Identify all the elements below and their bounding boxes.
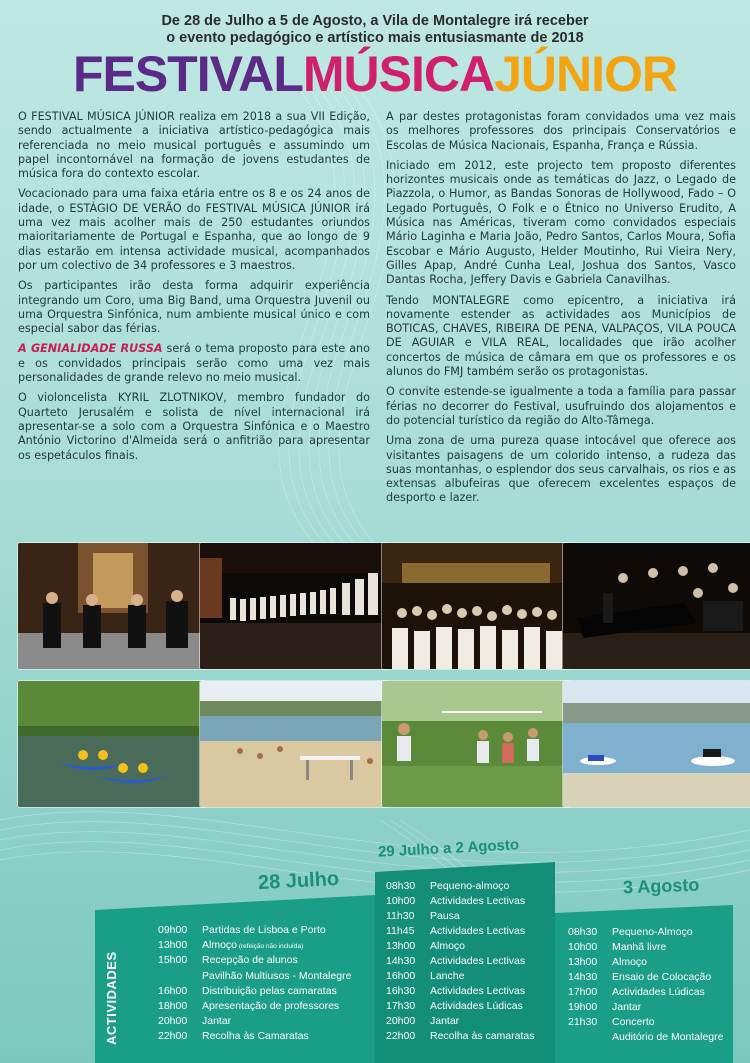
tagline-line-2: o evento pedagógico e artístico mais entusiasmante de 2018 [166, 30, 584, 46]
schedule-time: 19h00 [568, 1001, 598, 1013]
schedule-time: 17h30 [386, 1000, 416, 1012]
activities-side-label: ACTIVIDADES [104, 951, 119, 1045]
schedule-row [386, 1030, 534, 1042]
schedule-row [568, 986, 705, 998]
schedule-activity: Actividades Lectivas [430, 895, 526, 907]
title-junior: JÚNIOR [494, 46, 678, 102]
theme-highlight: A GENIALIDADE RUSSA [18, 342, 163, 356]
schedule-activity: Recolha às Camaratas [202, 1030, 309, 1043]
schedule-activity: Ensaio de Colocação [612, 971, 712, 983]
schedule-time: 16h00 [158, 984, 188, 997]
schedule-time: 13h00 [158, 939, 188, 952]
schedule-activity: Almoço [430, 940, 466, 952]
schedule-activity: Manhã livre [612, 941, 667, 953]
schedule-time: 08h30 [568, 926, 598, 938]
schedule-activity: Actividades Lectivas [430, 985, 526, 997]
schedule-row [158, 1000, 339, 1012]
schedule-activity: Partidas de Lisboa e Porto [202, 924, 326, 936]
schedule-activity: Recolha às camaratas [430, 1030, 535, 1042]
schedule-activity: Pequeno-Almoço [612, 926, 693, 938]
schedule-activity: Jantar [612, 1001, 642, 1013]
schedule-time: 09h00 [158, 924, 188, 936]
schedule-time: 16h30 [386, 985, 416, 997]
schedule-time: 08h30 [386, 880, 416, 892]
schedule-time: 13h00 [386, 940, 416, 952]
schedule-row [568, 1001, 641, 1013]
schedule-time: 11h30 [386, 910, 415, 922]
schedule-activity: Pequeno-almoço [430, 880, 510, 892]
schedule-activity: Recepção de alunos [202, 954, 298, 967]
schedule-activity: Distribuição pelas camaratas [202, 984, 337, 997]
schedule-row [158, 1015, 231, 1027]
theme-text: será o tema proposto para este ano e os convidados principais serão como uma vez mais personalidades de grande relevo no meio musical. [18, 342, 370, 385]
schedule-time: 22h00 [386, 1030, 416, 1042]
schedule-activity: Actividades Lectivas [430, 955, 526, 967]
schedule-row [158, 970, 351, 982]
schedule-time: 22h00 [158, 1030, 188, 1043]
schedule-row [158, 924, 326, 936]
schedule-row [386, 985, 525, 997]
schedule-time: 13h00 [568, 956, 598, 968]
schedule-row [158, 954, 298, 966]
day3-title: 3 Agosto [622, 874, 700, 898]
schedule-activity: Pausa [430, 910, 460, 922]
schedule-activity: Auditório de Montalegre [612, 1031, 724, 1043]
schedule-row [568, 926, 693, 938]
schedule-row [386, 880, 509, 892]
schedule-row [386, 1015, 459, 1027]
schedule-time: 15h00 [158, 954, 188, 967]
schedule-row [568, 941, 666, 953]
left-paragraph-1: O FESTIVAL MÚSICA JÚNIOR realiza em 2018 a sua VII Edição, sendo actualmente a iniciativa artístico-pedagógica mais referenciada no meio musical português e assumindo um papel incontornável na formação de jovens estudantes de música fora do contexto escolar. [18, 110, 370, 181]
schedule-activity: Actividades Lúdicas [430, 1000, 523, 1012]
schedule-row [386, 925, 525, 937]
schedule-time: 16h00 [386, 970, 416, 982]
schedule-row [568, 956, 647, 968]
tagline-line-1: De 28 de Julho a 5 de Agosto, a Vila de Montalegre irá receber [161, 13, 589, 29]
schedule-time: 21h30 [568, 1016, 598, 1028]
right-paragraph-4: O convite estende-se igualmente a toda a família para passar férias no decorrer do Festival, usufruindo dos alojamentos e do potencial turístico da região do Alto-Tâmega. [386, 385, 736, 427]
right-paragraph-3: Tendo MONTALEGRE como epicentro, a iniciativa irá novamente estender as actividades aos Municípios de BOTICAS, CHAVES, RIBEIRA DE PENA, VALPAÇOS, VILA POUCA DE AGUIAR e VILA REAL, localidades que irão acolher concertos de música de câmara em que os professores e os alunos do FMJ também serão os protagonistas. [386, 293, 736, 379]
right-paragraph-5: Uma zona de uma pureza quase intocável que oferece aos visitantes paisagens de um colorido intenso, a rudeza das suas montanhas, o esplendor dos seus carvalhais, os rios e as extensas albufeiras que oferecem excelentes espaços de desporto e lazer. [386, 434, 736, 505]
left-paragraph-3: Os participantes irão desta forma adquirir experiência integrando um Coro, uma Big Band, uma Orquestra Juvenil ou uma Orquestra Sinfónica, num ambiente musical único e com especial sabor das férias. [18, 279, 370, 336]
schedule-activity: Apresentação de professores [202, 1000, 340, 1012]
schedule-activity: Actividades Lectivas [430, 925, 526, 937]
schedule-row [386, 940, 465, 952]
schedule-activity: Almoço [202, 939, 238, 952]
schedule-time: 20h00 [158, 1015, 188, 1028]
schedule-row [386, 895, 525, 907]
schedule-row [568, 1016, 655, 1028]
schedule-time: 14h30 [568, 971, 598, 983]
schedule-time: 10h00 [386, 895, 416, 907]
title-festival: FESTIVAL [72, 46, 303, 102]
schedule-note: (refeição não incluída) [237, 943, 304, 951]
schedule-activity: Actividades Lúdicas [612, 986, 705, 998]
schedule-row [158, 939, 303, 951]
right-paragraph-2: Iniciado em 2012, este projecto tem proposto diferentes horizontes musicais onde as temáticas do Jazz, o Legado de Piazzola, o Humor, as Bandas Sonoras de Hollywood, Fado – O Legado Português, O Folk e o Étnico no Universo Erudito, A Música nas Américas, tiveram como convidados especiais Mário Laginha e Maria João, Pedro Santos, Carlos Moura, Sofia Escobar e Mário Augusto, Helder Moutinho, Rui Vieira Nery, Gilles Apap, André Cunha Leal, Joshua dos Santos, Vasco Dantas Rocha, Jeffery Davis e Gabriela Canavilhas. [386, 158, 736, 287]
schedule-activity: Jantar [430, 1015, 460, 1027]
schedule-time: 17h00 [568, 986, 598, 998]
right-paragraph-1: A par destes protagonistas foram convidados uma vez mais os melhores professores dos principais Conservatórios e Escolas de Música Nacionais, Espanha, França e Rússia. [386, 110, 736, 152]
schedule-time: 14h30 [386, 955, 416, 967]
schedule-row [158, 1030, 309, 1042]
schedule-row [158, 985, 337, 997]
schedule-row [386, 1000, 523, 1012]
schedule-row [568, 971, 711, 983]
schedule-row [568, 1031, 724, 1043]
schedule-time: 11h45 [386, 925, 415, 937]
left-paragraph-5: O violoncelista KYRIL ZLOTNIKOV, membro fundador do Quarteto Jerusalém e solista de nível internacional irá apresentar-se a solo com a Orquestra Sinfónica e o Maestro António Victorino d'Almeida será o anfitrião para apresentar os espetáculos finais. [18, 391, 370, 462]
schedule-row [386, 955, 525, 967]
schedule-time: 10h00 [568, 941, 598, 953]
schedule-activity: Almoço [612, 956, 648, 968]
schedule-time: 20h00 [386, 1015, 416, 1027]
schedule-row [386, 910, 460, 922]
schedule-row [386, 970, 464, 982]
schedule-activity: Pavilhão Multiusos - Montalegre [202, 969, 352, 982]
schedule-time: 18h00 [158, 1000, 188, 1012]
day2-title: 29 Julho a 2 Agosto [377, 836, 520, 861]
schedule-activity: Jantar [202, 1015, 232, 1028]
schedule-activity: Lanche [430, 970, 465, 982]
schedule-activity: Concerto [612, 1016, 655, 1028]
day1-title: 28 Julho [257, 867, 340, 895]
left-paragraph-2: Vocacionado para uma faixa etária entre os 8 e os 24 anos de idade, o ESTÁGIO DE VERÃO do FESTIVAL MÚSICA JÚNIOR irá uma vez mais acolher mais de 250 estudantes oriundos maioritariamente de Portugal e Espanha, que ao longo de 9 dias estarão em intensa actividade musical, acompanhados por um colectivo de 34 professores e 3 maestros. [18, 187, 370, 272]
title-musica: MÚSICA [302, 46, 495, 102]
